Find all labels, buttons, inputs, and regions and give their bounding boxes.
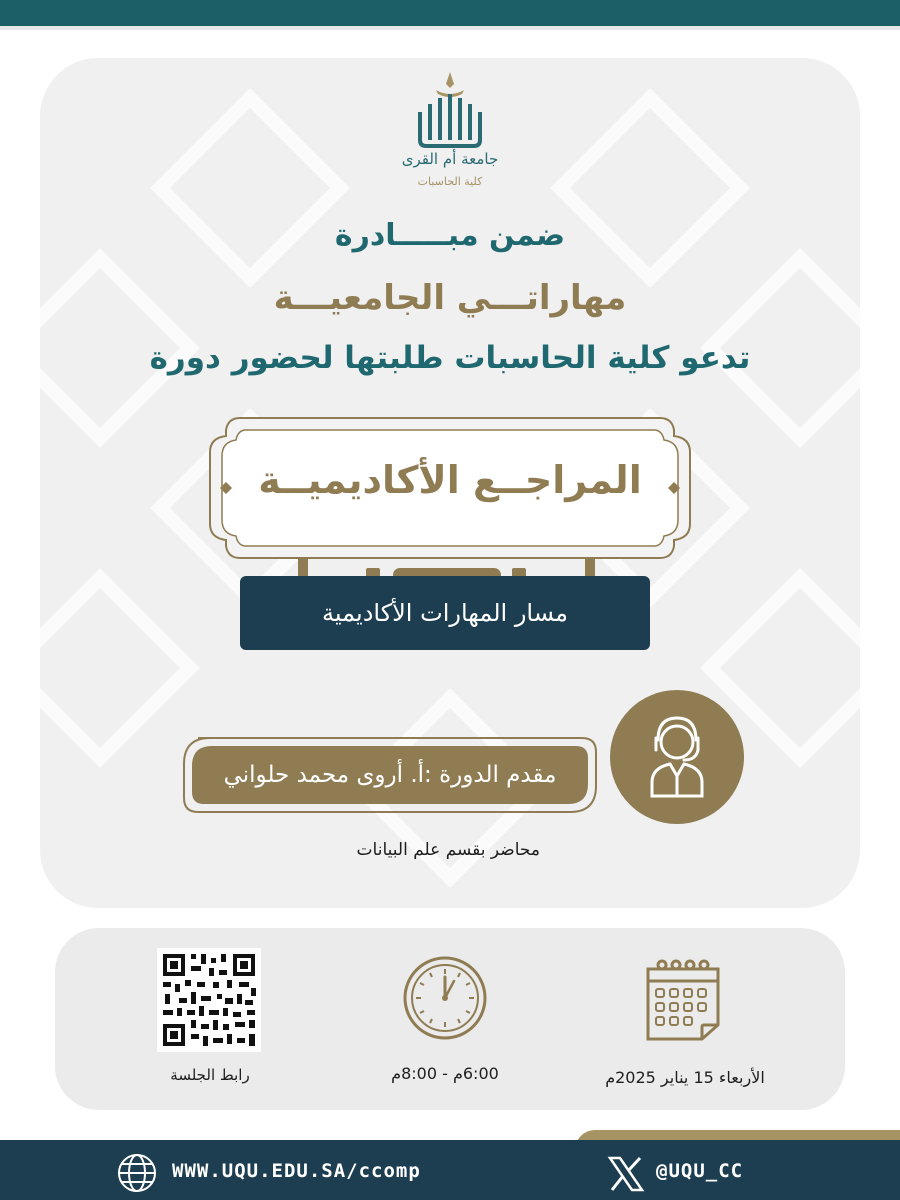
social-handle[interactable]: @UQU_CC [656,1160,744,1182]
course-track-label: مسار المهارات الأكاديمية [322,599,568,627]
top-bar-shadow [0,26,900,30]
clock-icon [402,955,488,1041]
college-name: كلية الحاسبات [417,175,483,188]
course-track [240,576,650,650]
headline-initiative: ضمن مبـــــادرة [334,218,566,253]
session-time: 6:00م - 8:00م [391,1064,499,1083]
presenter-avatar [610,690,744,824]
presenter-name: مقدم الدورة :أ. أروى محمد حلواني [223,762,557,788]
course-title-plaque [200,412,700,592]
website-link[interactable]: WWW.UQU.EDU.SA/ccomp [172,1160,421,1182]
university-name: جامعة أم القرى [401,150,499,168]
presenter-department: محاضر بقسم علم البيانات [356,840,540,860]
presenter-avatar-icon [610,690,744,824]
calendar-icon [640,955,726,1043]
x-logo-icon [606,1156,646,1192]
headline-program: مهاراتـــي الجامعيـــة [273,278,627,318]
session-date: الأربعاء 15 يناير 2025م [605,1068,765,1087]
session-qr-code[interactable] [157,948,261,1052]
course-title: المراجــع الأكاديميــة [258,458,642,502]
top-bar [0,0,900,26]
session-link-label: رابط الجلسة [170,1066,250,1084]
globe-icon [116,1152,158,1194]
qr-code [157,948,261,1052]
headline-invitation: تدعو كلية الحاسبات طلبتها لحضور دورة [149,340,751,376]
